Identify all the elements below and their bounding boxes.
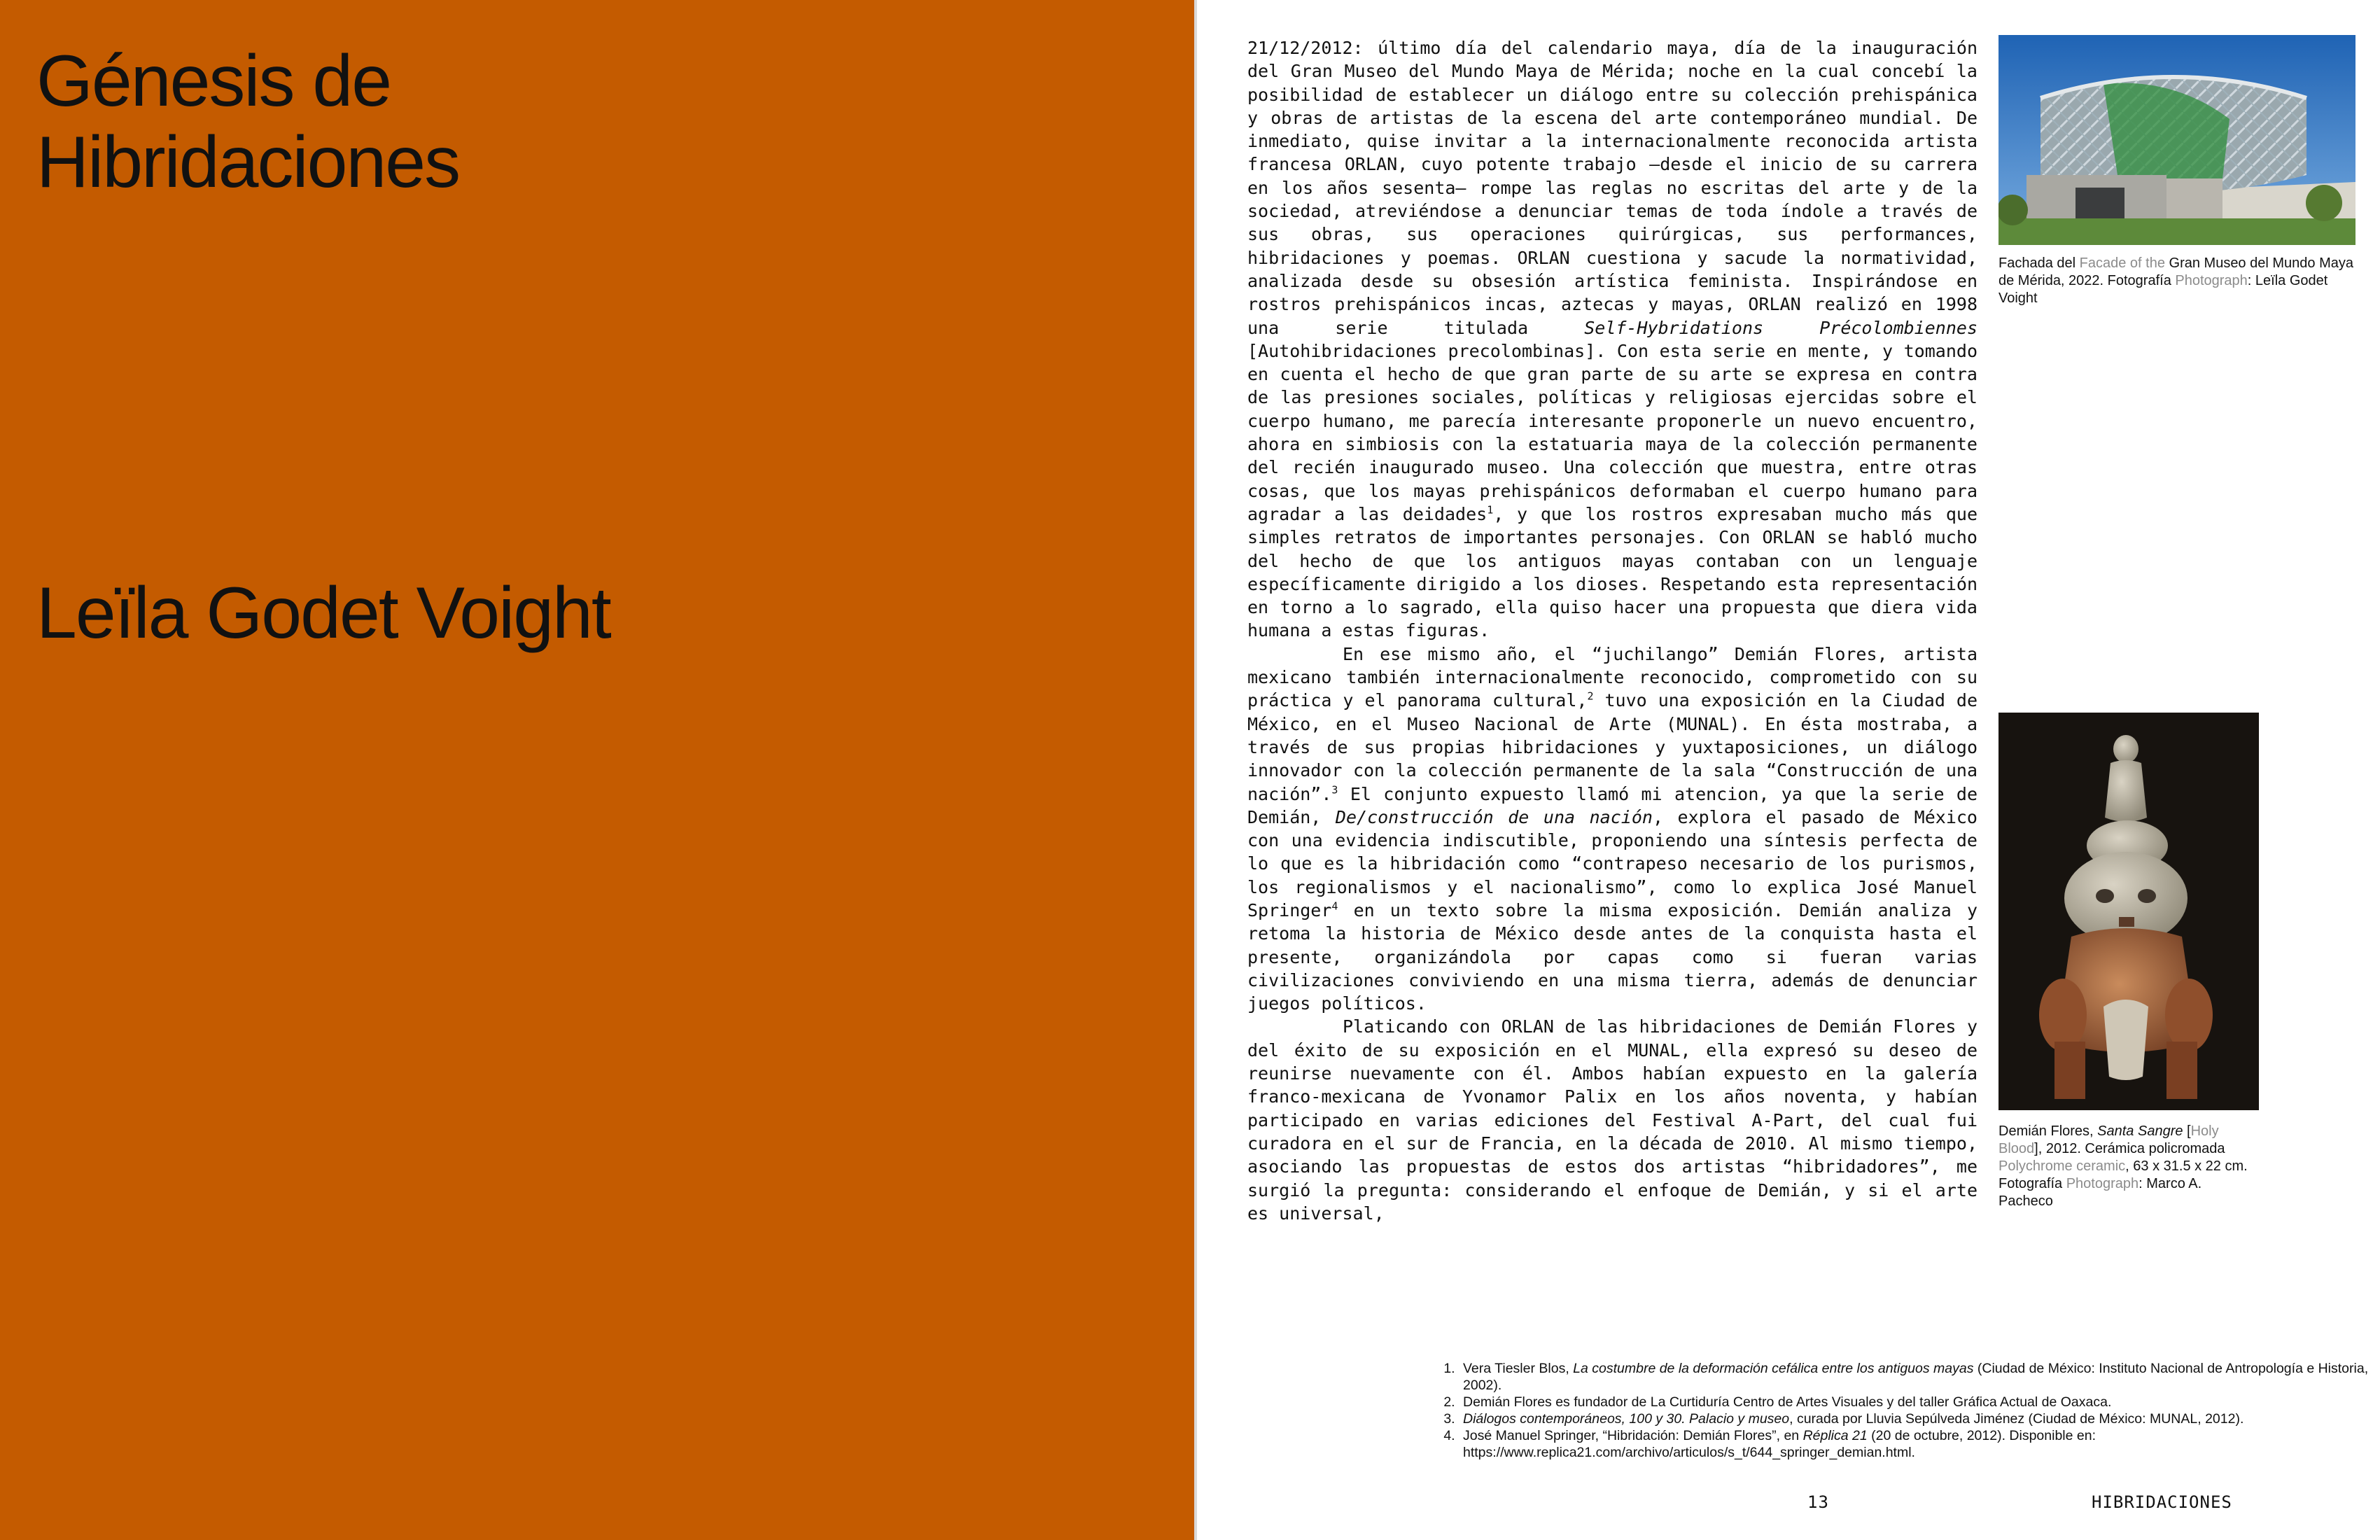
- page-gutter: [1194, 0, 1197, 1540]
- author-name: Leïla Godet Voight: [36, 573, 610, 654]
- caption-translation: Polychrome ceramic: [1998, 1158, 2126, 1174]
- article-body: [1247, 36, 1977, 1331]
- text-span: En ese mismo año, el “juchilango” Demián Flores, artista mexicano también internacionalmente reconocido, comprometido con su práctica y el panorama cultural,: [1247, 643, 1977, 711]
- footnote-text: Vera Tiesler Blos,: [1463, 1361, 1574, 1376]
- caption-translation: Holy Blood: [1998, 1124, 2219, 1156]
- photo-caption-2: [1998, 1123, 2258, 1210]
- santa-sangre-sculpture-photo: [1998, 713, 2259, 1110]
- footnote-text: , curada por Lluvia Sepúlveda Jiménez (Ciudad de México: MUNAL, 2012).: [1789, 1411, 2244, 1427]
- footnote-ref[interactable]: 2: [1587, 690, 1594, 703]
- caption-text: [: [2183, 1124, 2191, 1139]
- caption-text: : Marco A. Pacheco: [1998, 1176, 2202, 1209]
- footnote-2: 2. Demián Flores es fundador de La Curtiduría Centro de Artes Visuales y del taller Gráfica Actual de Oaxaca.: [1459, 1394, 2376, 1410]
- caption-translation: Photograph: [2066, 1176, 2139, 1191]
- text-span: , y que los rostros expresaban mucho más que simples retratos de importantes personajes. Con ORLAN se habló mucho del hecho de que los antiguos mayas contaban con un lenguaje específicamente dirigido a los dioses. Respetando esta representación en torno a lo sagrado, ella quiso hacer una propuesta que diera vida humana a estas figuras.: [1247, 503, 1977, 641]
- museum-facade-photo: [1998, 35, 2356, 245]
- work-title: De/construcción de una nación: [1335, 806, 1653, 827]
- footnote-4: [1459, 1427, 2376, 1461]
- footnote-3: [1459, 1410, 2376, 1427]
- artwork-title: Santa Sangre: [2097, 1124, 2183, 1139]
- caption-text: Gran Museo del Mundo Maya de Mérida, 2022. Fotografía: [1998, 255, 2353, 288]
- text-span: [Autohibridaciones precolombinas]. Con esta serie en mente, y tomando en cuenta el hecho de que gran parte de su arte se expresa en contra de las presiones sociales, políticas y religiosas ejercidas sobre el cuerpo humano, me parecía interesante proponerle un nuevo encuentro, ahora en simbiosis con la estatuaria maya de la colección permanente del recién inaugurado museo. Una colección que muestra, entre otras cosas, que los mayas prehispánicos deformaban el cuerpo humano para agradar a las deidades: [1247, 340, 1977, 524]
- caption-translation: Photograph: [2175, 273, 2248, 288]
- text-span: El conjunto expuesto llamó mi atencion, ya que la serie de Demián,: [1247, 783, 1977, 827]
- footnote-text: (Ciudad de México: Instituto Nacional de Antropología e Historia, 2002).: [1463, 1361, 2369, 1393]
- cited-title: Diálogos contemporáneos, 100 y 30. Palacio y museo: [1463, 1411, 1790, 1427]
- work-title: Self-Hybridations Précolombiennes: [1584, 317, 1977, 338]
- paragraph-2: [1247, 643, 1977, 1016]
- footnote-ref[interactable]: 4: [1331, 899, 1338, 913]
- footnote-1: [1459, 1360, 2376, 1394]
- caption-text: , 63 x 31.5 x 22 cm. Fotografía: [1998, 1158, 2248, 1191]
- running-head: HIBRIDACIONES: [2092, 1492, 2232, 1512]
- footnote-text: (20 de octubre, 2012). Disponible en: https://www.replica21.com/archivo/articulos/s_t/644_springer_demian.html.: [1463, 1428, 2096, 1460]
- caption-translation: Facade of the: [2079, 255, 2165, 271]
- footnote-ref[interactable]: 3: [1331, 783, 1338, 797]
- text-span: tuvo una exposición en la Ciudad de México, en el Museo Nacional de Arte (MUNAL). En ésta mostraba, a través de sus propias hibridaciones y yuxtaposiciones, un diálogo innovador con la colección permanente de la sala “Construcción de una nación”.: [1247, 690, 1977, 804]
- cited-title: La costumbre de la deformación cefálica entre los antiguos mayas: [1573, 1361, 1974, 1376]
- page-number: 13: [1807, 1492, 1829, 1512]
- paragraph-1: [1247, 36, 1977, 643]
- article-title: Génesis de Hibridaciones: [36, 41, 460, 203]
- footnote-ref[interactable]: 1: [1487, 503, 1494, 517]
- caption-text: Fachada del: [1998, 255, 2080, 271]
- caption-text: : Leïla Godet Voight: [1998, 273, 2328, 306]
- caption-text: ], 2012. Cerámica policromada: [2034, 1141, 2225, 1156]
- text-span: , explora el pasado de México con una evidencia indiscutible, proponiendo una síntesis perfecta de lo que es la hibridación como “contrapeso necesario de los purismos, los regionalismos y el nacionalismo”, como lo explica José Manuel Springer: [1247, 806, 1977, 920]
- text-span: en un texto sobre la misma exposición. Demián analiza y retoma la historia de México desde antes de la conquista hasta el presente, organizándola por capas como si fueran varias civilizaciones conviviendo en una misma tierra, además de denunciar juegos políticos.: [1247, 899, 1977, 1014]
- caption-text: Demián Flores,: [1998, 1124, 2098, 1139]
- cited-title: Réplica 21: [1802, 1428, 1868, 1443]
- footnotes-list: [1431, 1360, 2376, 1461]
- text-span: 21/12/2012: último día del calendario maya, día de la inauguración del Gran Museo del Mundo Maya de Mérida; noche en la cual concebí la posibilidad de establecer un diálogo entre su colección prehispánica y obras de artistas de la escena del arte contemporáneo mundial. De inmediato, quise invitar a la internacionalmente reconocida artista francesa ORLAN, cuyo potente trabajo —desde el inicio de su carrera en los años sesenta— rompe las reglas no escritas del arte y de la sociedad, atreviéndose a denunciar temas de toda índole a través de sus obras, sus operaciones quirúrgicas, sus performances, hibridaciones y poemas. ORLAN cuestiona y sacude la normatividad, analizada desde su obsesión artística feminista. Inspirándose en rostros prehispánicos incas, aztecas y mayas, ORLAN realizó en 1998 una serie titulada: [1247, 38, 1977, 338]
- photo-caption-1: [1998, 255, 2356, 307]
- footnote-text: José Manuel Springer, “Hibridación: Demián Flores”, en: [1463, 1428, 1803, 1443]
- paragraph-3: Platicando con ORLAN de las hibridaciones de Demián Flores y del éxito de su exposición en el MUNAL, ella expresó su deseo de reunirse nuevamente con él. Ambos habían expuesto en la galería franco-mexicana de Yvonamor Palix en los años noventa, y habían participado en varias ediciones del Festival A-Part, del cual fui curadora en el sur de Francia, en la década de 2010. Al mismo tiempo, asociando las propuestas de estos dos artistas “hibridadores”, me surgió la pregunta: considerando el enfoque de Demián, y si el arte es universal,: [1247, 1016, 1977, 1224]
